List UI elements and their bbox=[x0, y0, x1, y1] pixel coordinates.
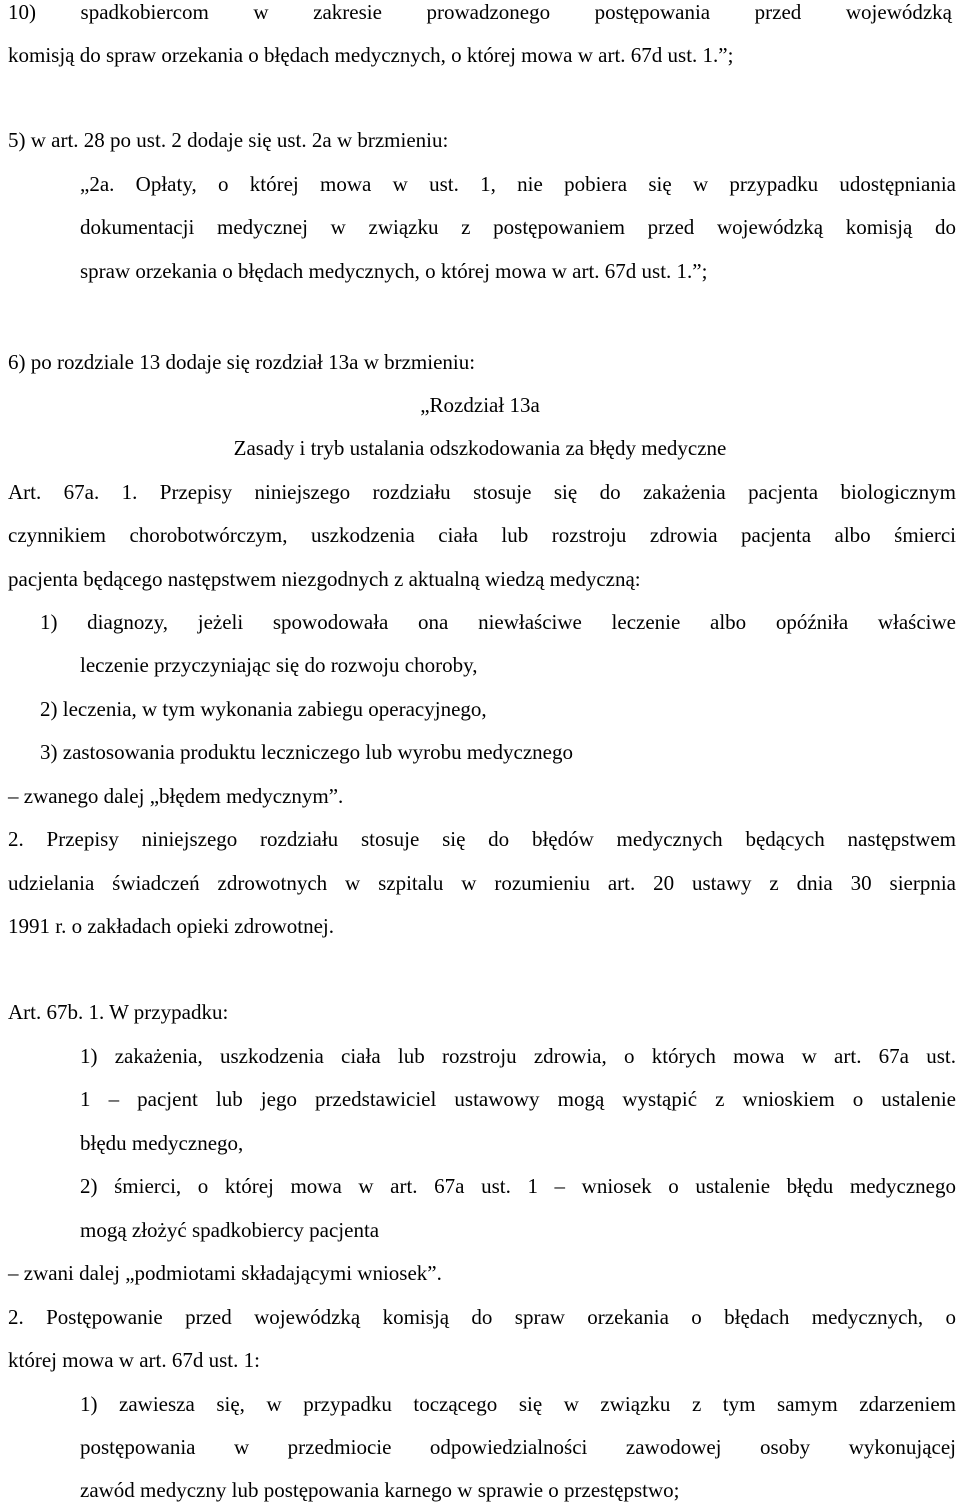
text-line: 1991 r. o zakładach opieki zdrowotnej. bbox=[8, 914, 334, 938]
text-line: 2. Przepisy niniejszego rozdziału stosuje się do błędów medycznych będących następstwem bbox=[8, 827, 956, 851]
text-line: 6) po rozdziale 13 dodaje się rozdział 13a w brzmieniu: bbox=[8, 350, 476, 374]
text-line: komisją do spraw orzekania o błędach medycznych, o której mowa w art. 67d ust. 1.”; bbox=[8, 43, 734, 67]
text-line: 1 – pacjent lub jego przedstawiciel ustawowy mogą wystąpić z wnioskiem o ustalenie bbox=[80, 1087, 956, 1111]
text-line: 2) śmierci, o której mowa w art. 67a ust. 1 – wniosek o ustalenie błędu medycznego bbox=[80, 1174, 956, 1198]
text-line: czynnikiem chorobotwórczym, uszkodzenia ciała lub rozstroju zdrowia pacjenta albo śmierci bbox=[8, 523, 956, 547]
text-line: spraw orzekania o błędach medycznych, o której mowa w art. 67d ust. 1.”; bbox=[80, 259, 708, 283]
text-line: 5) w art. 28 po ust. 2 dodaje się ust. 2a w brzmieniu: bbox=[8, 128, 449, 152]
text-line: 1) zakażenia, uszkodzenia ciała lub rozstroju zdrowia, o których mowa w art. 67a ust. bbox=[80, 1044, 956, 1068]
text-line: 10) spadkobiercom w zakresie prowadzonego postępowania przed wojewódzką bbox=[8, 0, 952, 24]
text-line: 3) zastosowania produktu leczniczego lub wyrobu medycznego bbox=[40, 740, 573, 764]
text-line: której mowa w art. 67d ust. 1: bbox=[8, 1348, 260, 1372]
text-line: 1) diagnozy, jeżeli spowodowała ona niewłaściwe leczenie albo opóźniła właściwe bbox=[40, 610, 956, 634]
text-line: Art. 67a. 1. Przepisy niniejszego rozdziału stosuje się do zakażenia pacjenta biologicznym bbox=[8, 480, 956, 504]
text-line: Art. 67b. 1. W przypadku: bbox=[8, 1000, 229, 1024]
text-line: mogą złożyć spadkobiercy pacjenta bbox=[80, 1218, 380, 1242]
text-line: 2) leczenia, w tym wykonania zabiegu operacyjnego, bbox=[40, 697, 487, 721]
text-line: – zwanego dalej „błędem medycznym”. bbox=[8, 784, 344, 808]
chapter-title: Zasady i tryb ustalania odszkodowania za błędy medyczne bbox=[233, 436, 727, 460]
text-line: zawód medyczny lub postępowania karnego w sprawie o przestępstwo; bbox=[80, 1478, 680, 1502]
text-line: pacjenta będącego następstwem niezgodnych z aktualną wiedzą medyczną: bbox=[8, 567, 641, 591]
text-line: – zwani dalej „podmiotami składającymi wniosek”. bbox=[8, 1261, 442, 1285]
text-line: błędu medycznego, bbox=[80, 1131, 244, 1155]
text-line: 2. Postępowanie przed wojewódzką komisją do spraw orzekania o błędach medycznych, o bbox=[8, 1305, 956, 1329]
text-line: dokumentacji medycznej w związku z postępowaniem przed wojewódzką komisją do bbox=[80, 215, 956, 239]
text-line: postępowania w przedmiocie odpowiedzialności zawodowej osoby wykonującej bbox=[80, 1435, 956, 1459]
text-line: udzielania świadczeń zdrowotnych w szpitalu w rozumieniu art. 20 ustawy z dnia 30 sierpnia bbox=[8, 871, 956, 895]
chapter-heading: „Rozdział 13a bbox=[420, 393, 540, 417]
text-line: 1) zawiesza się, w przypadku toczącego się w związku z tym samym zdarzeniem bbox=[80, 1392, 956, 1416]
text-line: „2a. Opłaty, o której mowa w ust. 1, nie pobiera się w przypadku udostępniania bbox=[80, 172, 956, 196]
text-line: leczenie przyczyniając się do rozwoju choroby, bbox=[80, 653, 478, 677]
